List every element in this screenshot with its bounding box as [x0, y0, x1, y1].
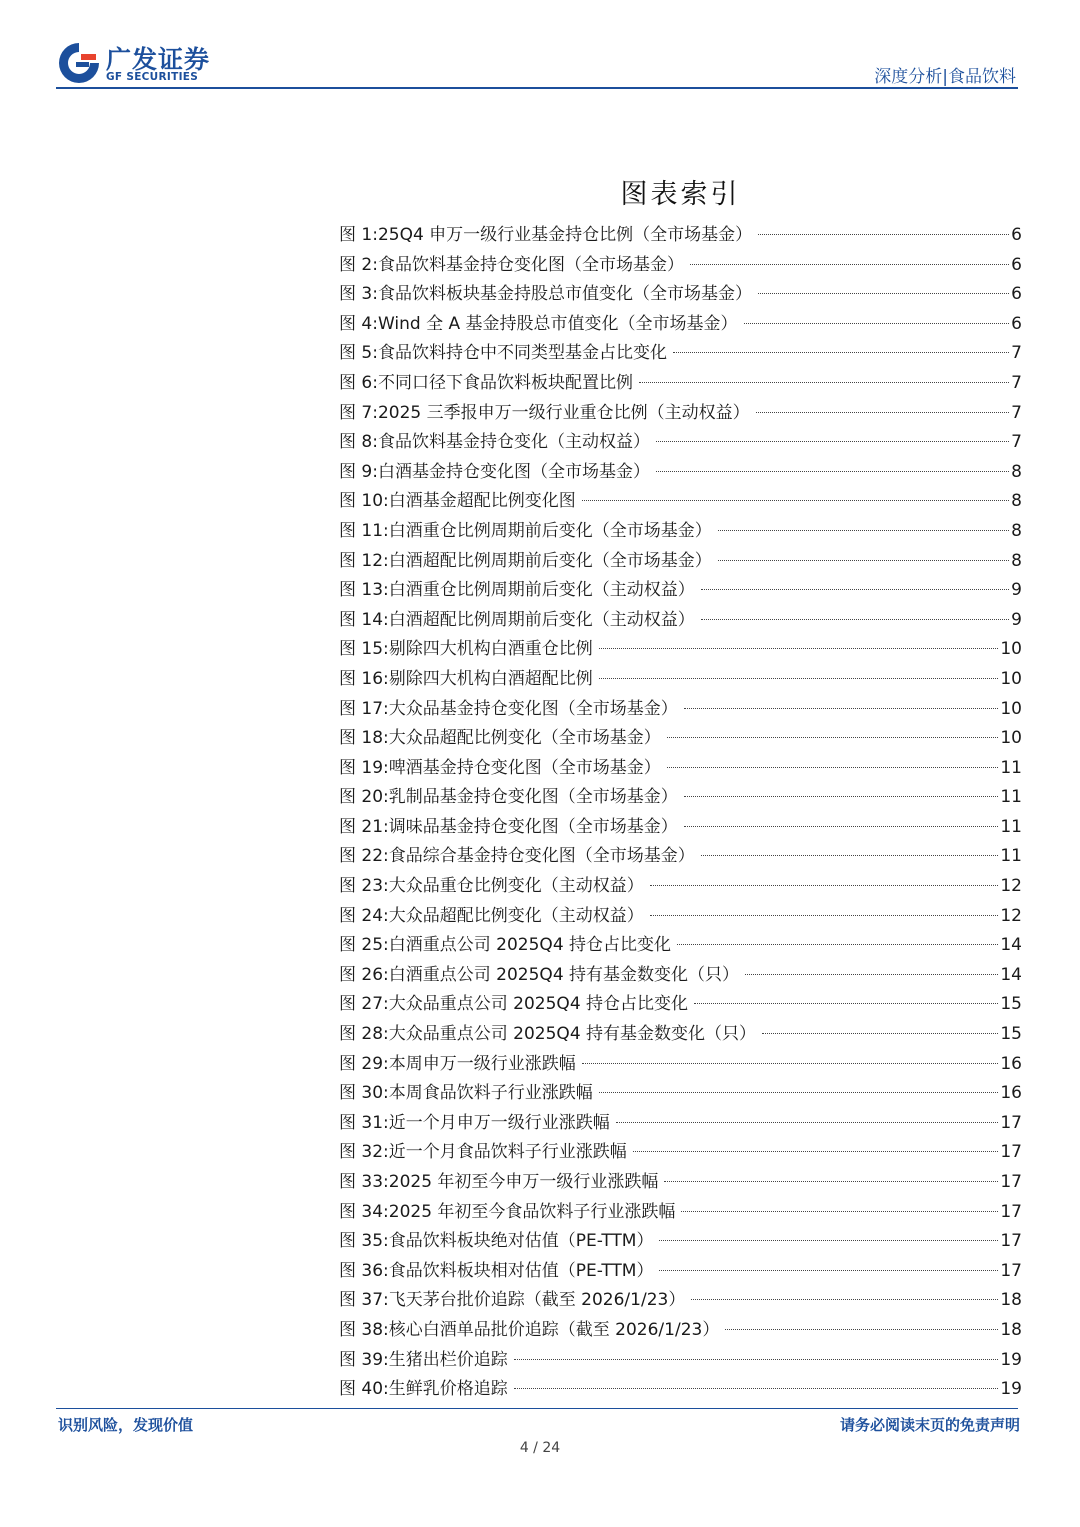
toc-entry-title: 大众品重点公司 2025Q4 持仓占比变化: [388, 994, 689, 1015]
toc-entry-title: 25Q4 申万一级行业基金持仓比例（全市场基金）: [377, 225, 753, 245]
toc-entry-leader: [681, 1211, 998, 1212]
toc-entry-label: 图 7:: [339, 402, 378, 423]
toc-entry-leader: [684, 708, 999, 709]
toc-entry[interactable]: [339, 221, 1022, 251]
toc-entry-label: 图 24:: [339, 905, 389, 926]
toc-entry-leader: [667, 737, 999, 738]
toc-entry-label: 图 9:: [339, 461, 378, 482]
toc-entry-leader: [744, 323, 1010, 324]
toc-entry-page: 17: [1000, 1142, 1022, 1163]
toc-entry[interactable]: [339, 1198, 1022, 1228]
toc-entry[interactable]: [339, 1020, 1022, 1050]
gf-logo-icon: [56, 40, 102, 86]
toc-entry[interactable]: [339, 724, 1022, 754]
toc-entry[interactable]: [339, 1109, 1022, 1139]
toc-entry-label: 图 20:: [339, 787, 389, 808]
toc-entry-leader: [684, 826, 999, 827]
toc-entry[interactable]: [339, 428, 1022, 458]
toc-entry-label: 图 16:: [339, 668, 389, 689]
toc-entry-page: 17: [1000, 1112, 1022, 1133]
toc-entry-label: 图 39:: [339, 1349, 389, 1370]
toc-entry-leader: [659, 1240, 998, 1241]
toc-entry-leader: [659, 1270, 998, 1271]
toc-entry-title: 生鲜乳价格追踪: [388, 1379, 508, 1400]
toc-entry-page: 11: [1000, 846, 1022, 867]
toc-entry-title: 食品饮料板块绝对估值（PE-TTM）: [388, 1231, 654, 1252]
toc-entry-label: 图 13:: [339, 580, 389, 601]
toc-entry[interactable]: [339, 902, 1022, 932]
toc-entry-title: 白酒基金超配比例变化图: [388, 491, 576, 512]
toc-entry-label: 图 14:: [339, 609, 389, 630]
toc-entry-title: 食品饮料基金持仓变化（主动权益）: [377, 432, 650, 453]
toc-entry-page: 12: [1000, 905, 1022, 926]
toc-entry-title: 白酒基金持仓变化图（全市场基金）: [377, 461, 650, 482]
toc-entry-label: 图 30:: [339, 1083, 389, 1104]
toc-entry-page: 19: [1000, 1349, 1022, 1370]
footer-slogan: 识别风险，发现价值: [58, 1416, 194, 1434]
toc-entry-label: 图 32:: [339, 1142, 389, 1163]
toc-entry-page: 11: [1000, 816, 1022, 837]
toc-entry-leader: [701, 589, 1009, 590]
toc-entry-label: 图 3:: [339, 284, 378, 305]
toc-entry-leader: [694, 1003, 998, 1004]
toc-entry-title: 2025 年初至今食品饮料子行业涨跌幅: [388, 1201, 676, 1222]
toc-entry-page: 10: [1000, 698, 1022, 719]
toc-entry-leader: [650, 885, 999, 886]
toc-entry[interactable]: [339, 1079, 1022, 1109]
toc-entry-leader: [599, 678, 999, 679]
toc-entry-page: 17: [1000, 1260, 1022, 1281]
toc-entry-title: 剔除四大机构白酒超配比例: [388, 668, 593, 689]
toc-entry-page: 6: [1011, 284, 1022, 305]
toc-entry-page: 15: [1000, 1024, 1022, 1045]
footer-divider: [56, 1408, 1018, 1409]
toc-entry-page: 7: [1011, 372, 1022, 393]
toc-entry-label: 图 21:: [339, 816, 389, 837]
toc-entry-page: 10: [1000, 639, 1022, 660]
toc-entry-label: 图 22:: [339, 846, 389, 867]
toc-entry-label: 图 40:: [339, 1379, 389, 1400]
toc-entry-title: 白酒超配比例周期前后变化（主动权益）: [388, 609, 695, 630]
toc-entry-leader: [656, 441, 1009, 442]
toc-entry-leader: [684, 796, 999, 797]
toc-entry-page: 19: [1000, 1379, 1022, 1400]
toc-entry-page: 17: [1000, 1201, 1022, 1222]
toc-entry-title: 本周申万一级行业涨跌幅: [388, 1053, 576, 1074]
toc-entry-page: 7: [1011, 402, 1022, 423]
toc-entry-leader: [599, 1092, 999, 1093]
toc-entry-label: 图 19:: [339, 757, 389, 778]
toc-entry-label: 图 36:: [339, 1260, 389, 1281]
toc-entry-title: 白酒重仓比例周期前后变化（全市场基金）: [388, 520, 712, 541]
toc-entry[interactable]: [339, 783, 1022, 813]
toc-entry[interactable]: [339, 1138, 1022, 1168]
toc-entry-leader: [745, 974, 998, 975]
toc-entry-page: 12: [1000, 876, 1022, 897]
toc-entry-page: 6: [1011, 254, 1022, 275]
toc-entry[interactable]: [339, 1375, 1022, 1405]
toc-entry-leader: [650, 915, 999, 916]
toc-entry[interactable]: [339, 635, 1022, 665]
toc-entry-page: 17: [1000, 1231, 1022, 1252]
toc-entry-leader: [582, 1063, 999, 1064]
toc-entry-page: 16: [1000, 1053, 1022, 1074]
toc-entry-title: 生猪出栏价追踪: [388, 1349, 508, 1370]
toc-entry-page: 6: [1011, 225, 1022, 245]
toc-entry[interactable]: [339, 1346, 1022, 1376]
toc-entry-leader: [616, 1122, 999, 1123]
toc-list: [339, 221, 1022, 1405]
toc-entry-label: 图 33:: [339, 1172, 389, 1192]
toc-entry-label: 图 35:: [339, 1231, 389, 1252]
toc-entry-label: 图 28:: [339, 1024, 389, 1045]
toc-entry-label: 图 34:: [339, 1201, 389, 1222]
toc-entry-page: 14: [1000, 964, 1022, 985]
toc-entry[interactable]: [339, 1286, 1022, 1316]
toc-entry[interactable]: [339, 517, 1022, 547]
toc-entry-title: 大众品超配比例变化（全市场基金）: [388, 728, 661, 749]
toc-entry-leader: [690, 264, 1009, 265]
toc-entry-page: 6: [1011, 313, 1022, 334]
toc-entry-title: 食品饮料板块相对估值（PE-TTM）: [388, 1260, 654, 1281]
toc-entry-title: 乳制品基金持仓变化图（全市场基金）: [388, 787, 678, 808]
toc-entry-title: 剔除四大机构白酒重仓比例: [388, 639, 593, 660]
toc-entry-label: 图 37:: [339, 1290, 389, 1311]
toc-heading: [339, 172, 1022, 211]
toc-entry[interactable]: [339, 990, 1022, 1020]
toc-entry-label: 图 6:: [339, 372, 378, 393]
toc-entry-leader: [725, 1329, 998, 1330]
toc-entry[interactable]: [339, 754, 1022, 784]
toc-entry-label: 图 11:: [339, 520, 389, 541]
toc-entry[interactable]: [339, 339, 1022, 369]
toc-entry-title: 食品饮料基金持仓变化图（全市场基金）: [377, 254, 684, 275]
toc-entry-page: 14: [1000, 935, 1022, 956]
toc-entry-label: 图 18:: [339, 728, 389, 749]
toc-entry-label: 图 8:: [339, 432, 378, 453]
toc-entry-label: 图 10:: [339, 491, 389, 512]
toc-entry-label: 图 31:: [339, 1112, 389, 1133]
toc-entry[interactable]: [339, 665, 1022, 695]
toc-entry[interactable]: [339, 1050, 1022, 1080]
toc-entry-title: 不同口径下食品饮料板块配置比例: [377, 372, 633, 393]
toc-entry-page: 10: [1000, 668, 1022, 689]
toc-entry[interactable]: [339, 487, 1022, 517]
toc-entry[interactable]: [339, 813, 1022, 843]
toc-entry-label: 图 1:: [339, 225, 378, 245]
toc-entry[interactable]: [339, 931, 1022, 961]
toc-entry-title: 大众品基金持仓变化图（全市场基金）: [388, 698, 678, 719]
logo-text-en: GF SECURITIES: [106, 71, 199, 83]
toc-entry-label: 图 25:: [339, 935, 389, 956]
toc-entry-title: 近一个月食品饮料子行业涨跌幅: [388, 1142, 627, 1163]
toc-entry-label: 图 4:: [339, 313, 378, 334]
toc-entry[interactable]: [339, 458, 1022, 488]
toc-entry[interactable]: [339, 961, 1022, 991]
footer-disclaimer: 请务必阅读末页的免责声明: [839, 1416, 1020, 1434]
toc-entry-leader: [701, 855, 999, 856]
toc-entry-page: 11: [1000, 757, 1022, 778]
toc-entry[interactable]: [339, 369, 1022, 399]
toc-entry-label: 图 29:: [339, 1053, 389, 1074]
toc-entry[interactable]: [339, 1227, 1022, 1257]
toc-entry-page: 9: [1011, 580, 1022, 601]
toc-entry-title: 食品综合基金持仓变化图（全市场基金）: [388, 846, 695, 867]
toc-entry-title: 大众品重仓比例变化（主动权益）: [388, 876, 644, 897]
toc-entry-title: 白酒重点公司 2025Q4 持仓占比变化: [388, 935, 672, 956]
toc-entry-label: 图 5:: [339, 343, 378, 364]
toc-entry[interactable]: [339, 251, 1022, 281]
toc-entry-title: 白酒重仓比例周期前后变化（主动权益）: [388, 580, 695, 601]
header-divider: [56, 87, 1018, 89]
toc-entry-title: 核心白酒单品批价追踪（截至 2026/1/23）: [388, 1319, 720, 1340]
toc-entry-label: 图 23:: [339, 876, 389, 897]
toc-entry-leader: [701, 619, 1009, 620]
toc-entry-page: 9: [1011, 609, 1022, 630]
toc-entry-page: 7: [1011, 432, 1022, 453]
toc-entry-title: 白酒重点公司 2025Q4 持有基金数变化（只）: [388, 964, 740, 985]
toc-title: 图表索引: [620, 179, 741, 210]
toc-entry-leader: [514, 1388, 999, 1389]
toc-entry-label: 图 12:: [339, 550, 389, 571]
toc-entry-leader: [639, 382, 1009, 383]
toc-entry[interactable]: [339, 695, 1022, 725]
toc-entry-leader: [514, 1359, 999, 1360]
gf-logo: [56, 38, 226, 88]
toc-entry-title: 大众品超配比例变化（主动权益）: [388, 905, 644, 926]
toc-entry-title: Wind 全 A 基金持股总市值变化（全市场基金）: [377, 313, 738, 334]
toc-entry-page: 11: [1000, 787, 1022, 808]
toc-entry-leader: [673, 352, 1009, 353]
toc-entry-page: 18: [1000, 1319, 1022, 1340]
toc-entry[interactable]: [339, 547, 1022, 577]
toc-entry-label: 图 15:: [339, 639, 389, 660]
toc-entry[interactable]: [339, 1168, 1022, 1198]
toc-entry[interactable]: [339, 310, 1022, 340]
toc-entry[interactable]: [339, 1316, 1022, 1346]
toc-entry[interactable]: [339, 280, 1022, 310]
toc-entry-leader: [756, 412, 1010, 413]
toc-entry-title: 啤酒基金持仓变化图（全市场基金）: [388, 757, 661, 778]
toc-entry-title: 大众品重点公司 2025Q4 持有基金数变化（只）: [388, 1024, 757, 1045]
toc-entry-page: 7: [1011, 343, 1022, 364]
report-category: 深度分析|食品饮料: [874, 67, 1016, 87]
toc-entry-title: 飞天茅台批价追踪（截至 2026/1/23）: [388, 1290, 686, 1311]
toc-entry-page: 18: [1000, 1290, 1022, 1311]
toc-entry-leader: [677, 944, 998, 945]
toc-entry-leader: [718, 530, 1009, 531]
toc-entry-title: 2025 年初至今申万一级行业涨跌幅: [388, 1172, 659, 1192]
toc-entry-page: 8: [1011, 550, 1022, 571]
toc-entry-label: 图 2:: [339, 254, 378, 275]
toc-entry-label: 图 27:: [339, 994, 389, 1015]
toc-entry-label: 图 17:: [339, 698, 389, 719]
toc-entry-page: 8: [1011, 520, 1022, 541]
toc-entry-title: 近一个月申万一级行业涨跌幅: [388, 1112, 610, 1133]
toc-entry-page: 8: [1011, 491, 1022, 512]
toc-entry-leader: [599, 648, 999, 649]
toc-entry-title: 调味品基金持仓变化图（全市场基金）: [388, 816, 678, 837]
toc-entry-leader: [758, 293, 1009, 294]
toc-entry[interactable]: [339, 872, 1022, 902]
toc-entry-page: 8: [1011, 461, 1022, 482]
toc-entry-leader: [582, 500, 1009, 501]
toc-entry-title: 白酒超配比例周期前后变化（全市场基金）: [388, 550, 712, 571]
toc-entry-leader: [633, 1151, 999, 1152]
page-number: 4 / 24: [519, 1440, 561, 1456]
toc-entry-title: 本周食品饮料子行业涨跌幅: [388, 1083, 593, 1104]
toc-entry-page: 10: [1000, 728, 1022, 749]
toc-entry-leader: [718, 560, 1009, 561]
toc-entry-label: 图 26:: [339, 964, 389, 985]
toc-entry-title: 2025 三季报申万一级行业重仓比例（主动权益）: [377, 402, 750, 423]
logo-text-cn: 广发证券: [106, 45, 211, 74]
toc-entry[interactable]: [339, 399, 1022, 429]
toc-entry[interactable]: [339, 842, 1022, 872]
toc-entry[interactable]: [339, 576, 1022, 606]
toc-entry-leader: [667, 767, 999, 768]
toc-entry-leader: [758, 234, 1009, 235]
toc-entry-title: 食品饮料板块基金持股总市值变化（全市场基金）: [377, 284, 752, 305]
toc-entry-page: 15: [1000, 994, 1022, 1015]
toc-entry-leader: [664, 1181, 998, 1182]
toc-entry-label: 图 38:: [339, 1319, 389, 1340]
toc-entry-page: 16: [1000, 1083, 1022, 1104]
toc-entry-leader: [691, 1299, 998, 1300]
toc-entry-title: 食品饮料持仓中不同类型基金占比变化: [377, 343, 667, 364]
toc-entry[interactable]: [339, 606, 1022, 636]
toc-entry-leader: [656, 471, 1009, 472]
toc-entry-leader: [762, 1033, 998, 1034]
toc-entry[interactable]: [339, 1257, 1022, 1287]
toc-entry-page: 17: [1000, 1172, 1022, 1192]
